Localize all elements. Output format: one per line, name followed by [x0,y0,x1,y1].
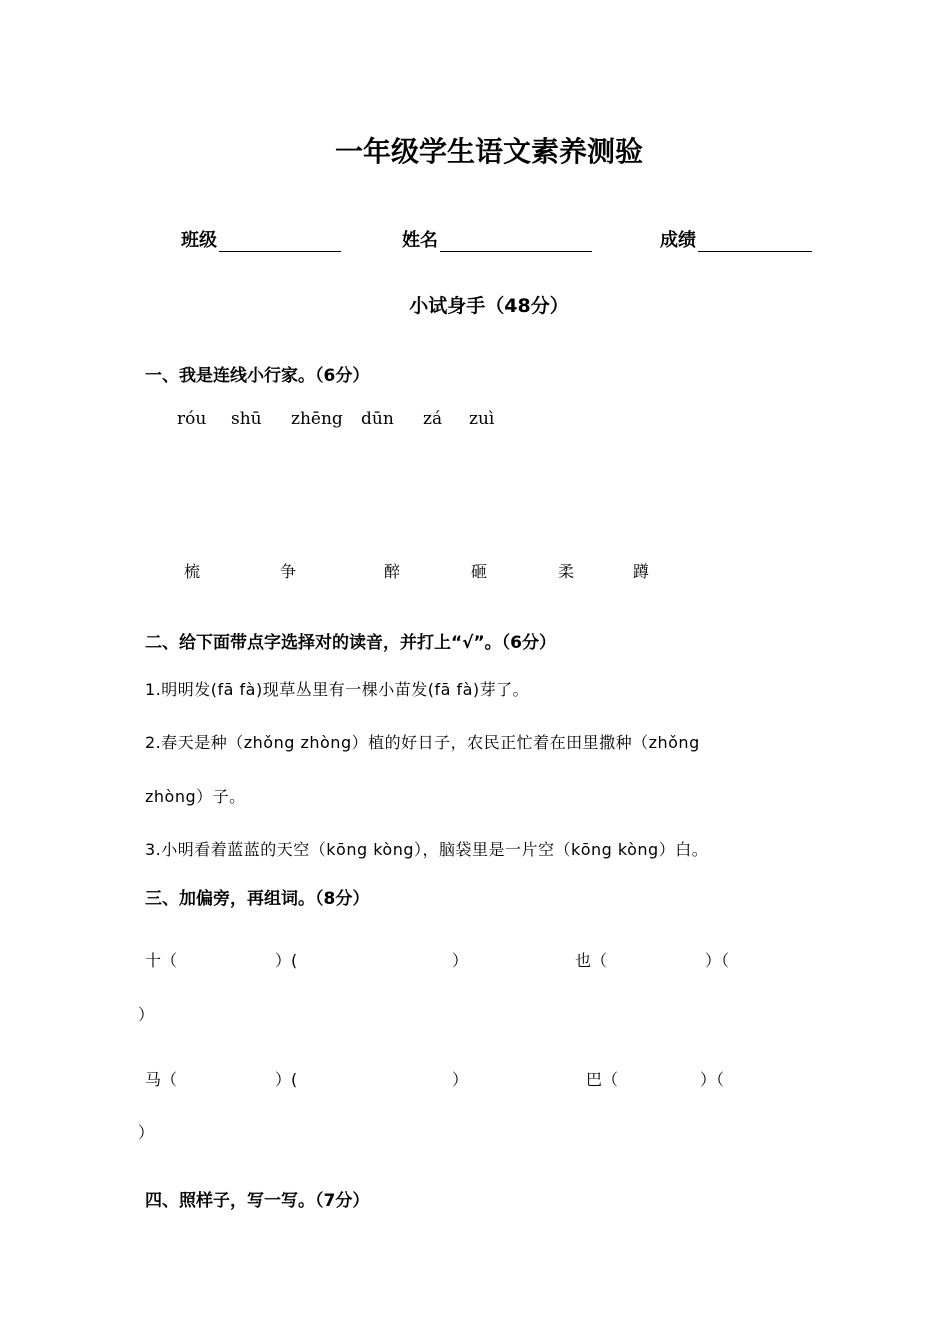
question-2: 2.春天是种（zhǒng zhòng）植的好日子，农民正忙着在田里撒种（zhǒng [145,733,700,752]
pinyin-item: shū [231,409,262,429]
score-blank[interactable] [698,233,812,252]
radical-row2-paren-a-end: ） [452,1070,469,1089]
radical-row2-char-a: 马（ [145,1070,178,1089]
section3-heading: 三、加偏旁，再组词。（8分） [145,889,370,909]
section1-heading: 一、我是连线小行家。（6分） [145,366,370,386]
radical-row1-paren-a: ）( [275,951,298,970]
section4-heading: 四、照样子，写一写。（7分） [145,1191,370,1211]
class-field [181,226,341,252]
name-field [402,226,592,252]
radical-row2-tail: ） [138,1123,155,1142]
question-1: 1.明明发(fā fà)现草丛里有一棵小苗发(fā fà)芽了。 [145,680,530,699]
pinyin-item: zuì [469,409,495,429]
character-item: 砸 [471,562,488,581]
radical-row1-char-b: 也（ [575,951,608,970]
score-label: 成绩 [660,230,696,251]
radical-row2-paren-b: ）（ [700,1070,725,1089]
question-2-continued: zhòng）子。 [145,787,246,806]
pinyin-item: dūn [361,409,394,429]
character-item: 醉 [384,562,401,581]
section2-heading: 二、给下面带点字选择对的读音，并打上“√”。（6分） [145,633,557,653]
pinyin-item: zhēng [291,409,343,429]
radical-row1-tail: ） [138,1005,155,1024]
pinyin-item: zá [423,409,443,429]
radical-row2-char-b: 巴（ [586,1070,619,1089]
class-blank[interactable] [219,233,341,252]
character-item: 柔 [558,562,575,581]
class-label: 班级 [181,230,217,251]
radical-row2-paren-a: ）( [275,1070,298,1089]
radical-row1-paren-b: ）（ [705,951,730,970]
character-item: 梳 [184,562,201,581]
pinyin-item: róu [177,409,207,429]
page-title: 一年级学生语文素养测验 [334,135,643,168]
character-item: 争 [280,562,297,581]
radical-row1-paren-a-end: ） [452,951,469,970]
name-label: 姓名 [402,230,438,251]
radical-row1-char-a: 十（ [145,951,178,970]
character-item: 蹲 [633,562,650,581]
score-field [660,226,812,252]
name-blank[interactable] [440,233,592,252]
question-3: 3.小明看着蓝蓝的天空（kōng kòng），脑袋里是一片空（kōng kòng）白。 [145,840,709,859]
section-subtitle: 小试身手（48分） [409,295,569,317]
